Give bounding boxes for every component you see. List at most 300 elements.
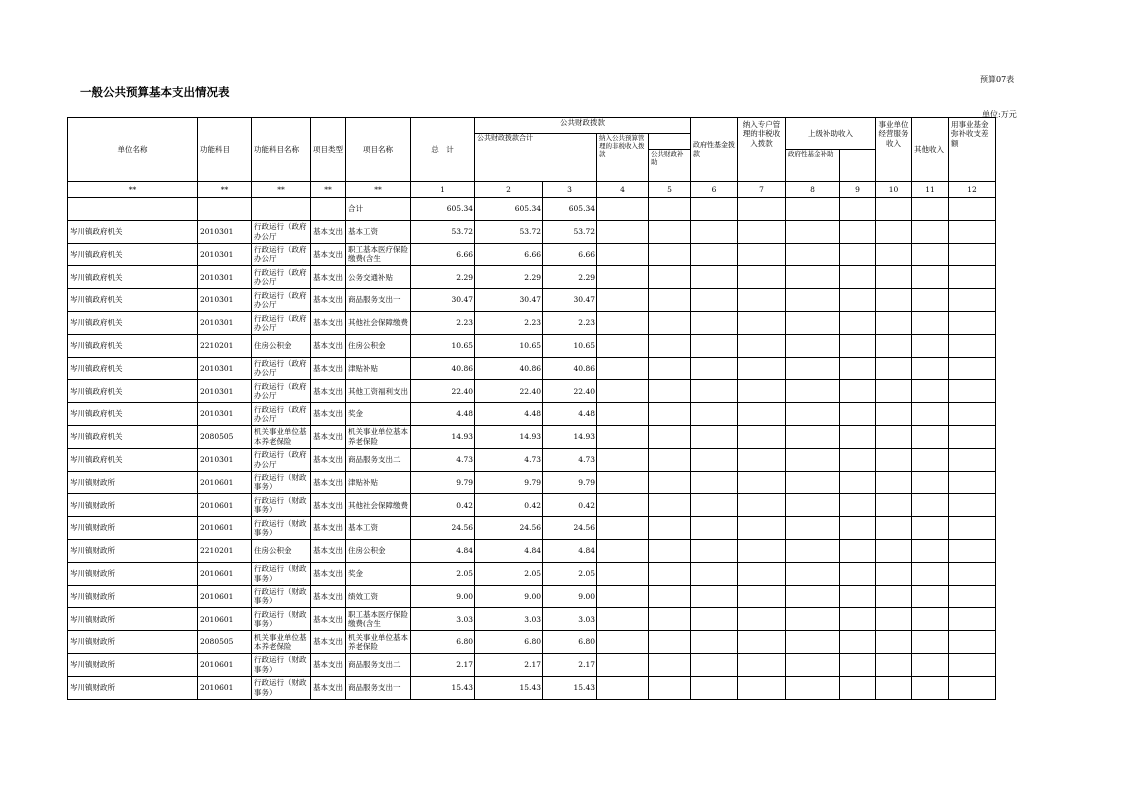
empty-cell bbox=[949, 517, 996, 540]
empty-cell bbox=[876, 425, 912, 448]
empty-cell bbox=[597, 448, 649, 471]
empty-cell bbox=[876, 494, 912, 517]
empty-cell bbox=[649, 562, 691, 585]
header-func-name: 功能科目名称 bbox=[252, 118, 311, 182]
empty-cell bbox=[649, 289, 691, 312]
empty-cell bbox=[840, 289, 876, 312]
empty-cell bbox=[786, 539, 840, 562]
budget-table bbox=[67, 117, 996, 700]
cell-fiscal-total: 9.79 bbox=[475, 471, 543, 494]
empty-cell bbox=[786, 266, 840, 289]
empty-cell bbox=[949, 676, 996, 699]
cell-func-code: 2010601 bbox=[198, 585, 252, 608]
empty-cell bbox=[738, 676, 786, 699]
cell-fiscal-total: 2.29 bbox=[475, 266, 543, 289]
table-row bbox=[68, 448, 996, 471]
cell-unit: 岑川镇政府机关 bbox=[68, 448, 198, 471]
empty-cell bbox=[840, 243, 876, 266]
empty-cell bbox=[649, 448, 691, 471]
cell-func-name: 行政运行（财政事务） bbox=[252, 471, 311, 494]
cell-funding: 30.47 bbox=[543, 289, 597, 312]
empty-cell bbox=[738, 539, 786, 562]
empty-cell bbox=[597, 425, 649, 448]
empty-cell bbox=[738, 198, 786, 221]
cell-func-name: 行政运行（财政事务） bbox=[252, 517, 311, 540]
empty-cell bbox=[738, 243, 786, 266]
empty-cell bbox=[691, 676, 738, 699]
cell-funding: 4.84 bbox=[543, 539, 597, 562]
empty-cell bbox=[786, 676, 840, 699]
cell-func-name: 行政运行（政府办公厅 bbox=[252, 311, 311, 334]
empty-cell bbox=[949, 266, 996, 289]
cell-func-code: 2010601 bbox=[198, 471, 252, 494]
empty-cell bbox=[691, 448, 738, 471]
empty-cell bbox=[738, 517, 786, 540]
table-row bbox=[68, 334, 996, 357]
empty-cell bbox=[691, 539, 738, 562]
index-row-group bbox=[68, 182, 996, 198]
cell-fiscal-total: 4.73 bbox=[475, 448, 543, 471]
cell-func-code: 2010301 bbox=[198, 311, 252, 334]
cell-item-name: 商品服务支出二 bbox=[346, 653, 411, 676]
empty-cell bbox=[840, 403, 876, 426]
cell-fiscal-total: 2.17 bbox=[475, 653, 543, 676]
cell-proj-type: 基本支出 bbox=[311, 380, 346, 403]
empty-cell bbox=[691, 243, 738, 266]
cell-unit: 岑川镇财政所 bbox=[68, 653, 198, 676]
cell-func-name: 行政运行（政府办公厅 bbox=[252, 357, 311, 380]
cell-func-code: 2010301 bbox=[198, 266, 252, 289]
header-proj-type: 项目类型 bbox=[311, 118, 346, 182]
empty-cell bbox=[649, 494, 691, 517]
cell-fiscal-total: 10.65 bbox=[475, 334, 543, 357]
empty-cell bbox=[649, 608, 691, 631]
empty-cell bbox=[649, 631, 691, 654]
cell-func-name: 行政运行（财政事务） bbox=[252, 585, 311, 608]
index-cell: 10 bbox=[876, 182, 912, 198]
empty-cell bbox=[786, 289, 840, 312]
empty-cell bbox=[691, 220, 738, 243]
empty-cell bbox=[738, 448, 786, 471]
empty-cell bbox=[597, 403, 649, 426]
cell-fiscal-total: 3.03 bbox=[475, 608, 543, 631]
cell-fiscal-total: 15.43 bbox=[475, 676, 543, 699]
cell-unit: 岑川镇政府机关 bbox=[68, 220, 198, 243]
empty-cell bbox=[738, 608, 786, 631]
empty-cell bbox=[912, 425, 949, 448]
header-gov-fund: 政府性基金拨款 bbox=[691, 118, 738, 182]
table-row bbox=[68, 243, 996, 266]
empty-cell bbox=[597, 311, 649, 334]
empty-cell bbox=[597, 676, 649, 699]
empty-cell bbox=[597, 380, 649, 403]
empty-cell bbox=[786, 631, 840, 654]
empty-cell bbox=[876, 608, 912, 631]
cell-fiscal-total: 6.80 bbox=[475, 631, 543, 654]
index-cell: 7 bbox=[738, 182, 786, 198]
empty-cell bbox=[876, 198, 912, 221]
cell-func-name: 行政运行（政府办公厅 bbox=[252, 266, 311, 289]
cell-total: 4.84 bbox=[411, 539, 475, 562]
cell-funding: 15.43 bbox=[543, 676, 597, 699]
empty-cell bbox=[949, 198, 996, 221]
empty-cell bbox=[691, 631, 738, 654]
cell-func-name: 住房公积金 bbox=[252, 334, 311, 357]
table-row bbox=[68, 425, 996, 448]
cell-funding: 0.42 bbox=[543, 494, 597, 517]
cell-item-name: 商品服务支出一 bbox=[346, 289, 411, 312]
empty-cell bbox=[738, 334, 786, 357]
empty-cell bbox=[786, 653, 840, 676]
empty-cell bbox=[912, 380, 949, 403]
empty-cell bbox=[786, 334, 840, 357]
cell-item-name: 津贴补贴 bbox=[346, 471, 411, 494]
empty-cell bbox=[649, 334, 691, 357]
cell-proj-type: 基本支出 bbox=[311, 243, 346, 266]
empty-cell bbox=[198, 198, 252, 221]
empty-cell bbox=[597, 631, 649, 654]
cell-func-name: 机关事业单位基本养老保险 bbox=[252, 631, 311, 654]
empty-cell bbox=[597, 266, 649, 289]
cell-item-name: 津贴补贴 bbox=[346, 357, 411, 380]
page-title: 一般公共预算基本支出情况表 bbox=[80, 85, 230, 99]
cell-item-name: 绩效工资 bbox=[346, 585, 411, 608]
index-cell: 6 bbox=[691, 182, 738, 198]
cell-total: 9.79 bbox=[411, 471, 475, 494]
cell-fiscal-total: 24.56 bbox=[475, 517, 543, 540]
cell-unit: 岑川镇财政所 bbox=[68, 608, 198, 631]
index-cell: ** bbox=[198, 182, 252, 198]
empty-cell bbox=[876, 471, 912, 494]
empty-cell bbox=[912, 539, 949, 562]
empty-cell bbox=[649, 585, 691, 608]
table-row bbox=[68, 562, 996, 585]
form-code: 预算07表 bbox=[980, 75, 1015, 84]
cell-unit: 岑川镇政府机关 bbox=[68, 380, 198, 403]
cell-total: 6.80 bbox=[411, 631, 475, 654]
table-row bbox=[68, 220, 996, 243]
table-row bbox=[68, 539, 996, 562]
empty-cell bbox=[912, 220, 949, 243]
cell-func-name: 机关事业单位基本养老保险 bbox=[252, 425, 311, 448]
empty-cell bbox=[597, 608, 649, 631]
empty-cell bbox=[949, 357, 996, 380]
total-fiscal: 605.34 bbox=[475, 198, 543, 221]
cell-total: 2.17 bbox=[411, 653, 475, 676]
cell-funding: 22.40 bbox=[543, 380, 597, 403]
empty-cell bbox=[876, 311, 912, 334]
empty-cell bbox=[786, 494, 840, 517]
empty-cell bbox=[252, 198, 311, 221]
cell-total: 6.66 bbox=[411, 243, 475, 266]
empty-cell bbox=[786, 220, 840, 243]
cell-item-name: 职工基本医疗保险缴费(含生 bbox=[346, 243, 411, 266]
empty-cell bbox=[912, 562, 949, 585]
empty-cell bbox=[597, 494, 649, 517]
cell-unit: 岑川镇政府机关 bbox=[68, 425, 198, 448]
cell-unit: 岑川镇财政所 bbox=[68, 585, 198, 608]
empty-cell bbox=[876, 448, 912, 471]
empty-cell bbox=[786, 608, 840, 631]
cell-proj-type: 基本支出 bbox=[311, 403, 346, 426]
cell-funding: 40.86 bbox=[543, 357, 597, 380]
empty-cell bbox=[840, 631, 876, 654]
empty-cell bbox=[912, 243, 949, 266]
empty-cell bbox=[912, 403, 949, 426]
table-row bbox=[68, 403, 996, 426]
total-sum: 605.34 bbox=[411, 198, 475, 221]
empty-cell bbox=[912, 631, 949, 654]
empty-cell bbox=[840, 539, 876, 562]
empty-cell bbox=[912, 311, 949, 334]
empty-cell bbox=[949, 539, 996, 562]
table-row bbox=[68, 357, 996, 380]
empty-cell bbox=[597, 539, 649, 562]
empty-cell bbox=[597, 198, 649, 221]
cell-func-name: 行政运行（财政事务） bbox=[252, 608, 311, 631]
empty-cell bbox=[597, 289, 649, 312]
cell-fiscal-total: 4.84 bbox=[475, 539, 543, 562]
cell-func-code: 2010301 bbox=[198, 357, 252, 380]
empty-cell bbox=[691, 403, 738, 426]
table-row bbox=[68, 653, 996, 676]
empty-cell bbox=[912, 608, 949, 631]
index-cell: 2 bbox=[475, 182, 543, 198]
cell-unit: 岑川镇财政所 bbox=[68, 539, 198, 562]
cell-func-code: 2010301 bbox=[198, 289, 252, 312]
empty-cell bbox=[840, 425, 876, 448]
empty-cell bbox=[691, 357, 738, 380]
cell-func-name: 行政运行（政府办公厅 bbox=[252, 289, 311, 312]
empty-cell bbox=[786, 311, 840, 334]
cell-total: 9.00 bbox=[411, 585, 475, 608]
index-row bbox=[68, 182, 996, 198]
cell-funding: 4.48 bbox=[543, 403, 597, 426]
cell-unit: 岑川镇财政所 bbox=[68, 471, 198, 494]
cell-proj-type: 基本支出 bbox=[311, 471, 346, 494]
index-cell: 8 bbox=[786, 182, 840, 198]
cell-total: 3.03 bbox=[411, 608, 475, 631]
empty-cell bbox=[912, 334, 949, 357]
header-subsidy-public: 公共财政补助 bbox=[649, 150, 691, 182]
cell-item-name: 其他社会保障缴费 bbox=[346, 311, 411, 334]
cell-total: 22.40 bbox=[411, 380, 475, 403]
cell-func-name: 行政运行（政府办公厅 bbox=[252, 243, 311, 266]
empty-cell bbox=[649, 471, 691, 494]
empty-cell bbox=[738, 585, 786, 608]
cell-proj-type: 基本支出 bbox=[311, 608, 346, 631]
cell-item-name: 基本工资 bbox=[346, 220, 411, 243]
empty-cell bbox=[691, 425, 738, 448]
index-cell: ** bbox=[346, 182, 411, 198]
cell-fiscal-total: 9.00 bbox=[475, 585, 543, 608]
empty-cell bbox=[840, 494, 876, 517]
empty-cell bbox=[786, 517, 840, 540]
cell-item-name: 奖金 bbox=[346, 403, 411, 426]
empty-cell bbox=[786, 357, 840, 380]
cell-funding: 14.93 bbox=[543, 425, 597, 448]
index-cell: 1 bbox=[411, 182, 475, 198]
cell-total: 14.93 bbox=[411, 425, 475, 448]
cell-func-name: 行政运行（财政事务） bbox=[252, 676, 311, 699]
cell-fiscal-total: 0.42 bbox=[475, 494, 543, 517]
cell-funding: 2.05 bbox=[543, 562, 597, 585]
empty-cell bbox=[876, 562, 912, 585]
table-row bbox=[68, 266, 996, 289]
cell-total: 10.65 bbox=[411, 334, 475, 357]
cell-func-name: 行政运行（政府办公厅 bbox=[252, 380, 311, 403]
cell-func-code: 2010301 bbox=[198, 380, 252, 403]
empty-cell bbox=[840, 311, 876, 334]
cell-proj-type: 基本支出 bbox=[311, 494, 346, 517]
empty-cell bbox=[912, 471, 949, 494]
cell-func-code: 2210201 bbox=[198, 334, 252, 357]
empty-cell bbox=[738, 425, 786, 448]
empty-cell bbox=[949, 243, 996, 266]
empty-cell bbox=[840, 471, 876, 494]
cell-total: 24.56 bbox=[411, 517, 475, 540]
empty-cell bbox=[786, 448, 840, 471]
index-cell: 5 bbox=[649, 182, 691, 198]
empty-cell bbox=[912, 517, 949, 540]
cell-fiscal-total: 22.40 bbox=[475, 380, 543, 403]
table-row bbox=[68, 517, 996, 540]
table-row bbox=[68, 494, 996, 517]
cell-func-name: 行政运行（政府办公厅 bbox=[252, 220, 311, 243]
empty-cell bbox=[840, 562, 876, 585]
empty-cell bbox=[912, 585, 949, 608]
cell-unit: 岑川镇政府机关 bbox=[68, 357, 198, 380]
cell-proj-type: 基本支出 bbox=[311, 220, 346, 243]
header-special-nontax: 纳入专户管理的非税收入拨款 bbox=[738, 118, 786, 182]
cell-unit: 岑川镇财政所 bbox=[68, 562, 198, 585]
header-total: 总 计 bbox=[411, 118, 475, 182]
empty-cell bbox=[597, 653, 649, 676]
empty-cell bbox=[691, 311, 738, 334]
empty-cell bbox=[738, 562, 786, 585]
cell-fiscal-total: 2.23 bbox=[475, 311, 543, 334]
empty-cell bbox=[649, 311, 691, 334]
index-cell: ** bbox=[68, 182, 198, 198]
empty-cell bbox=[597, 357, 649, 380]
empty-cell bbox=[68, 198, 198, 221]
empty-cell bbox=[786, 585, 840, 608]
empty-cell bbox=[649, 357, 691, 380]
empty-cell bbox=[949, 562, 996, 585]
cell-unit: 岑川镇政府机关 bbox=[68, 334, 198, 357]
cell-proj-type: 基本支出 bbox=[311, 334, 346, 357]
cell-fiscal-total: 4.48 bbox=[475, 403, 543, 426]
cell-item-name: 其他社会保障缴费 bbox=[346, 494, 411, 517]
empty-cell bbox=[912, 494, 949, 517]
empty-cell bbox=[876, 631, 912, 654]
empty-cell bbox=[649, 653, 691, 676]
index-cell: 12 bbox=[949, 182, 996, 198]
empty-cell bbox=[840, 380, 876, 403]
empty-cell bbox=[912, 676, 949, 699]
empty-cell bbox=[876, 539, 912, 562]
cell-unit: 岑川镇财政所 bbox=[68, 494, 198, 517]
cell-fiscal-total: 6.66 bbox=[475, 243, 543, 266]
cell-func-code: 2010301 bbox=[198, 220, 252, 243]
table-body bbox=[68, 198, 996, 700]
index-cell: ** bbox=[252, 182, 311, 198]
cell-item-name: 基本工资 bbox=[346, 517, 411, 540]
unit-label: 单位:万元 bbox=[982, 110, 1017, 119]
header-other-income: 其他收入 bbox=[912, 118, 949, 182]
cell-proj-type: 基本支出 bbox=[311, 311, 346, 334]
empty-cell bbox=[691, 198, 738, 221]
empty-cell bbox=[876, 334, 912, 357]
cell-funding: 2.29 bbox=[543, 266, 597, 289]
empty-cell bbox=[786, 425, 840, 448]
cell-func-name: 行政运行（政府办公厅 bbox=[252, 448, 311, 471]
empty-cell bbox=[786, 471, 840, 494]
empty-cell bbox=[840, 357, 876, 380]
table-row bbox=[68, 631, 996, 654]
cell-total: 53.72 bbox=[411, 220, 475, 243]
cell-proj-type: 基本支出 bbox=[311, 653, 346, 676]
cell-unit: 岑川镇政府机关 bbox=[68, 403, 198, 426]
cell-func-code: 2010601 bbox=[198, 653, 252, 676]
cell-item-name: 职工基本医疗保险缴费(含生 bbox=[346, 608, 411, 631]
empty-cell bbox=[738, 357, 786, 380]
index-cell: 3 bbox=[543, 182, 597, 198]
empty-cell bbox=[649, 220, 691, 243]
cell-funding: 6.80 bbox=[543, 631, 597, 654]
cell-proj-type: 基本支出 bbox=[311, 357, 346, 380]
cell-func-code: 2010301 bbox=[198, 448, 252, 471]
empty-cell bbox=[691, 494, 738, 517]
empty-cell bbox=[876, 357, 912, 380]
cell-fiscal-total: 40.86 bbox=[475, 357, 543, 380]
cell-func-code: 2010601 bbox=[198, 517, 252, 540]
cell-proj-type: 基本支出 bbox=[311, 562, 346, 585]
cell-item-name: 机关事业单位基本养老保险 bbox=[346, 631, 411, 654]
empty-cell bbox=[597, 471, 649, 494]
cell-func-code: 2010301 bbox=[198, 403, 252, 426]
empty-cell bbox=[949, 631, 996, 654]
empty-cell bbox=[597, 220, 649, 243]
cell-func-code: 2010601 bbox=[198, 676, 252, 699]
cell-func-code: 2210201 bbox=[198, 539, 252, 562]
empty-cell bbox=[912, 448, 949, 471]
empty-cell bbox=[912, 653, 949, 676]
empty-cell bbox=[691, 585, 738, 608]
empty-cell bbox=[949, 471, 996, 494]
empty-cell bbox=[691, 289, 738, 312]
cell-total: 4.73 bbox=[411, 448, 475, 471]
cell-funding: 6.66 bbox=[543, 243, 597, 266]
empty-cell bbox=[949, 425, 996, 448]
cell-func-code: 2010601 bbox=[198, 494, 252, 517]
empty-cell bbox=[738, 289, 786, 312]
cell-funding: 4.73 bbox=[543, 448, 597, 471]
empty-cell bbox=[949, 334, 996, 357]
empty-cell bbox=[840, 608, 876, 631]
empty-cell bbox=[876, 403, 912, 426]
cell-funding: 9.79 bbox=[543, 471, 597, 494]
empty-cell bbox=[649, 517, 691, 540]
empty-cell bbox=[597, 517, 649, 540]
empty-cell bbox=[876, 243, 912, 266]
cell-total: 30.47 bbox=[411, 289, 475, 312]
cell-unit: 岑川镇政府机关 bbox=[68, 311, 198, 334]
empty-cell bbox=[840, 448, 876, 471]
header-func-code: 功能科目 bbox=[198, 118, 252, 182]
cell-item-name: 其他工资福利支出 bbox=[346, 380, 411, 403]
cell-unit: 岑川镇政府机关 bbox=[68, 266, 198, 289]
